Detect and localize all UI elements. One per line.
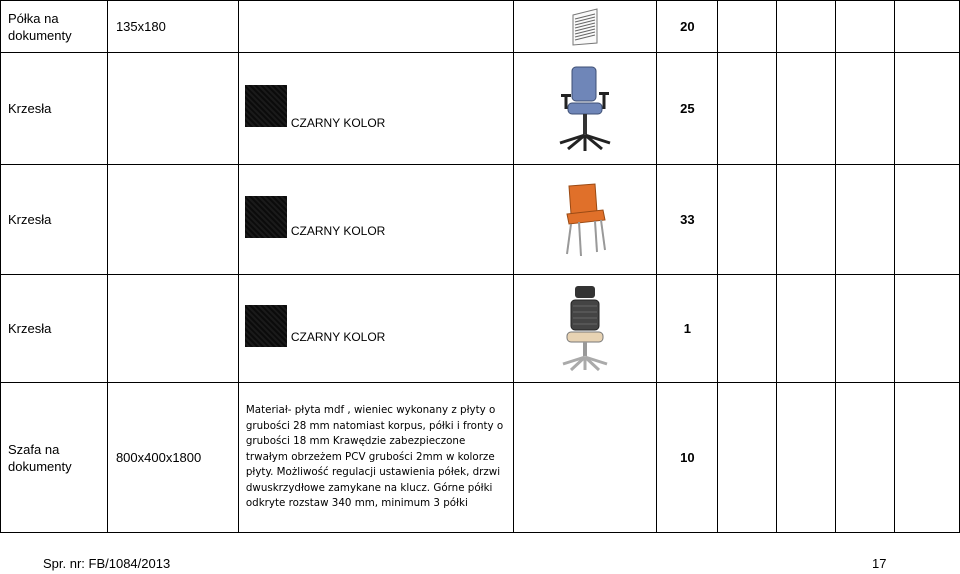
item-quantity: 33 [657,165,718,275]
table-row [1,383,960,533]
material-cell [238,53,513,165]
material-cell [238,165,513,275]
item-quantity: 25 [657,53,718,165]
table-row [1,165,960,275]
material-cell [238,275,513,383]
item-quantity: 1 [657,275,718,383]
mesh-office-chair-image [513,275,657,383]
black-fabric-swatch [245,85,287,127]
shelf-icon [513,1,657,53]
item-name: Krzesła [1,53,108,165]
table-row [1,1,960,53]
document-reference: Spr. nr: FB/1084/2013 [43,556,171,571]
item-name: Szafa na dokumenty [1,383,108,533]
orange-chair-image [513,165,657,275]
material-color-label: CZARNY KOLOR [290,224,386,238]
item-quantity: 20 [657,1,718,53]
item-description: Materiał- płyta mdf , wieniec wykonany z płyty o grubości 28 mm natomiast korpus, półki i fronty o grubości 18 mm Krawędzie zabezpieczone trwałym obrzeżem PCV grubości 2mm w kolorze płyty. Możliwość regulacji ustawienia półek, drzwi dwuskrzydłowe zamykane na klucz. Górne półki odkryte rozstaw 340 mm, minimum 3 półki [238,383,513,533]
page-number: 17 [872,556,887,571]
black-fabric-swatch [245,305,287,347]
item-dimensions: 135x180 [107,1,238,53]
item-name: Krzesła [1,165,108,275]
table-row [1,53,960,165]
black-fabric-swatch [245,196,287,238]
material-color-label: CZARNY KOLOR [290,116,386,130]
blue-office-chair-image [513,53,657,165]
table-row [1,275,960,383]
item-dimensions: 800x400x1800 [107,383,238,533]
item-name: Krzesła [1,275,108,383]
item-name: Półka na dokumenty [1,1,108,53]
material-color-label: CZARNY KOLOR [290,330,386,344]
item-quantity: 10 [657,383,718,533]
